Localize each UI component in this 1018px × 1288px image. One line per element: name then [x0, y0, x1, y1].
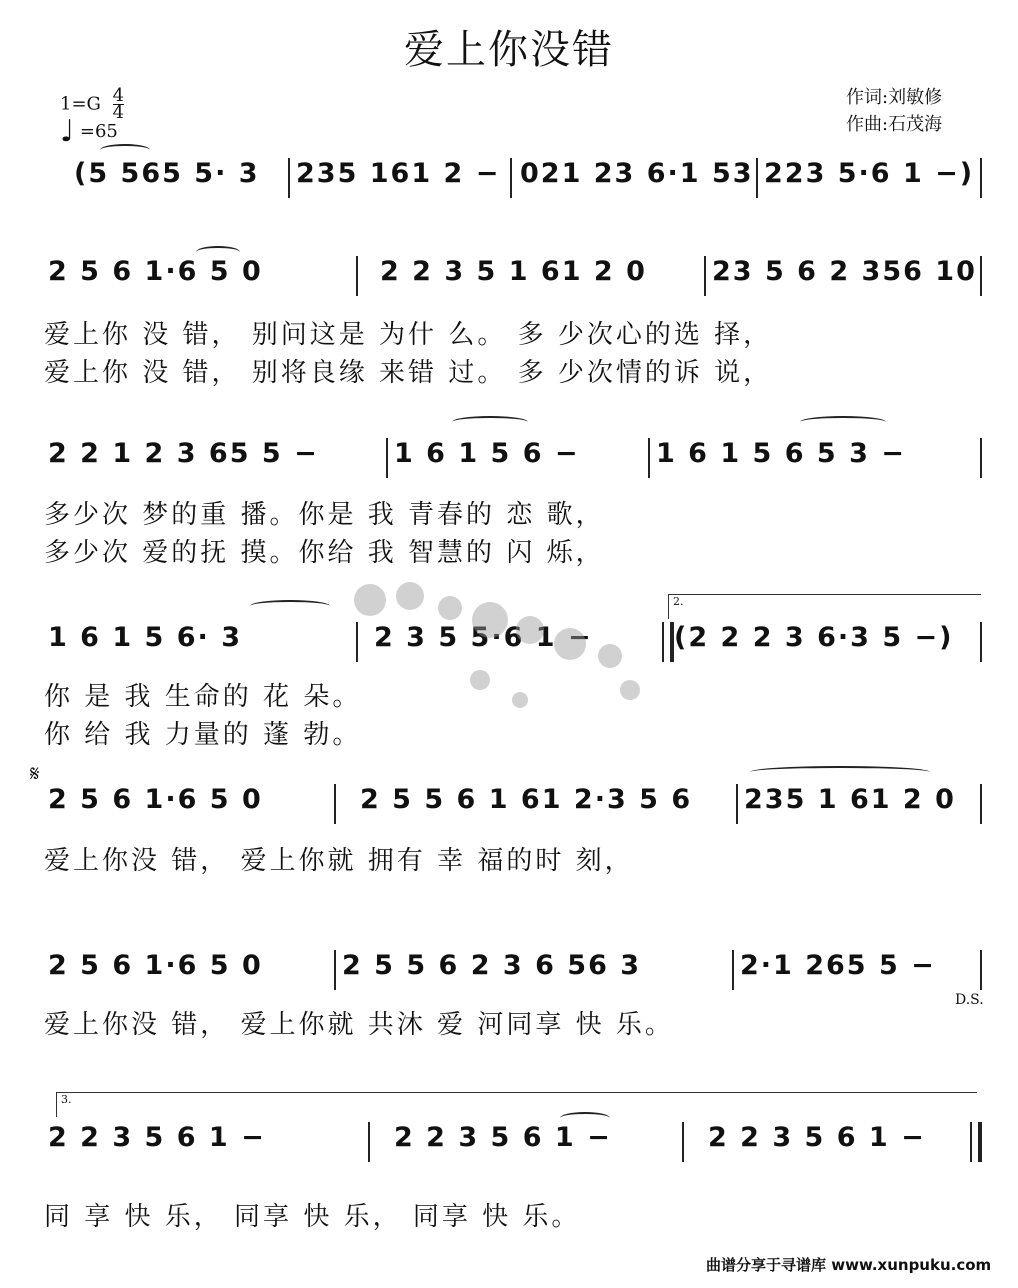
barline — [704, 256, 706, 296]
lyric-line: 你 是 我 生命的 花 朵。 — [44, 682, 362, 712]
measure: (5 565 5· 3 — [74, 158, 260, 189]
barline — [980, 784, 982, 824]
lyric-line: 多少次 梦的重 播。你是 我 青春的 恋 歌， — [44, 500, 605, 530]
staff-row-6 — [44, 950, 984, 990]
lyric-line: 你 给 我 力量的 蓬 勃。 — [44, 720, 362, 750]
lyric-line: 爱上你 没 错， 别将良缘 来错 过。 多 少次情的诉 说， — [44, 358, 773, 388]
lyricist: 作词:刘敏修 — [846, 87, 943, 108]
measure: 1 6 1 5 6· 3 — [48, 622, 242, 653]
measure: 2 2 3 5 1 61 2 0 — [380, 256, 647, 287]
time-signature-bottom: 4 — [112, 102, 125, 123]
lyric-line: 爱上你 没 错， 别问这是 为什 么。 多 少次心的选 择， — [44, 320, 773, 350]
slur — [800, 416, 886, 428]
measure: 235 1 61 2 0 — [744, 784, 956, 815]
measure: 2·1 265 5 − — [740, 950, 936, 981]
slur — [196, 246, 240, 258]
measure: (2 2 2 3 6·3 5 −) — [674, 622, 954, 653]
barline — [980, 622, 982, 662]
lyric-line: 爱上你没 错， 爱上你就 共沐 爱 河同享 快 乐。 — [44, 1010, 674, 1040]
measure: 235 161 2 − — [296, 158, 501, 189]
slur — [100, 144, 150, 156]
song-title: 爱上你没错 — [404, 27, 614, 73]
measure: 2 2 3 5 6 1 − — [708, 1122, 926, 1153]
measure: 2 2 1 2 3 65 5 − — [48, 438, 319, 469]
slur — [452, 416, 528, 428]
measure: 2 5 5 6 1 61 2·3 5 6 — [360, 784, 693, 815]
tempo-marking: =65 — [79, 121, 118, 142]
staff-row-1 — [44, 158, 984, 198]
ds-marking: D.S. — [955, 992, 984, 1008]
barline — [980, 950, 982, 990]
barline — [756, 158, 758, 198]
measure: 2 5 5 6 2 3 6 56 3 — [342, 950, 642, 981]
staff-row-7 — [44, 1122, 984, 1162]
measure: 2 2 3 5 6 1 − — [394, 1122, 612, 1153]
measure: 223 5·6 1 −) — [764, 158, 975, 189]
barline — [386, 438, 388, 478]
time-signature — [112, 85, 125, 123]
measure: 2 5 6 1·6 5 0 — [48, 950, 263, 981]
barline — [980, 438, 982, 478]
measure: 2 5 6 1·6 5 0 — [48, 784, 263, 815]
barline — [980, 256, 982, 296]
slur — [750, 766, 930, 778]
segno-icon: 𝄋 — [30, 762, 40, 787]
repeat-barline — [662, 622, 674, 662]
slur — [560, 1112, 610, 1124]
measure: 1 6 1 5 6 − — [394, 438, 580, 469]
slur — [250, 600, 330, 612]
barline — [356, 256, 358, 296]
lyric-line: 多少次 爱的抚 摸。你给 我 智慧的 闪 烁， — [44, 538, 605, 568]
volta-bracket-2 — [668, 594, 981, 619]
measure: 2 2 3 5 6 1 − — [48, 1122, 266, 1153]
barline — [334, 950, 336, 990]
staff-row-3 — [44, 438, 984, 478]
final-barline — [970, 1122, 982, 1162]
barline — [682, 1122, 684, 1162]
key-signature: 1=G — [60, 93, 101, 115]
staff-row-2 — [44, 256, 984, 296]
measure: 23 5 6 2 356 10 — [712, 256, 977, 287]
measure: 021 23 6·1 53 — [520, 158, 754, 189]
lyric-line: 同 享 快 乐， 同享 快 乐， 同享 快 乐。 — [44, 1202, 581, 1232]
lyric-line: 爱上你没 错， 爱上你就 拥有 幸 福的时 刻， — [44, 846, 634, 876]
volta-label: 2. — [673, 595, 684, 608]
barline — [368, 1122, 370, 1162]
barline — [736, 784, 738, 824]
composer: 作曲:石茂海 — [846, 114, 943, 135]
measure: 2 3 5 5·6 1 − — [374, 622, 593, 653]
measure: 2 5 6 1·6 5 0 — [48, 256, 263, 287]
time-signature-top: 4 — [112, 85, 125, 106]
barline — [334, 784, 336, 824]
volta-label: 3. — [61, 1093, 72, 1106]
barline — [980, 158, 982, 198]
footer-credit: 曲谱分享于寻谱库 www.xunpuku.com — [706, 1256, 992, 1274]
measure: 1 6 1 5 6 5 3 − — [656, 438, 906, 469]
barline — [510, 158, 512, 198]
barline — [648, 438, 650, 478]
barline — [732, 950, 734, 990]
watermark — [330, 560, 660, 750]
barline — [288, 158, 290, 198]
staff-row-5 — [44, 784, 984, 824]
volta-bracket-3 — [56, 1092, 977, 1117]
credits — [846, 84, 942, 138]
quarter-note-icon: ♩ — [60, 114, 75, 149]
key-tempo-block — [60, 85, 125, 149]
